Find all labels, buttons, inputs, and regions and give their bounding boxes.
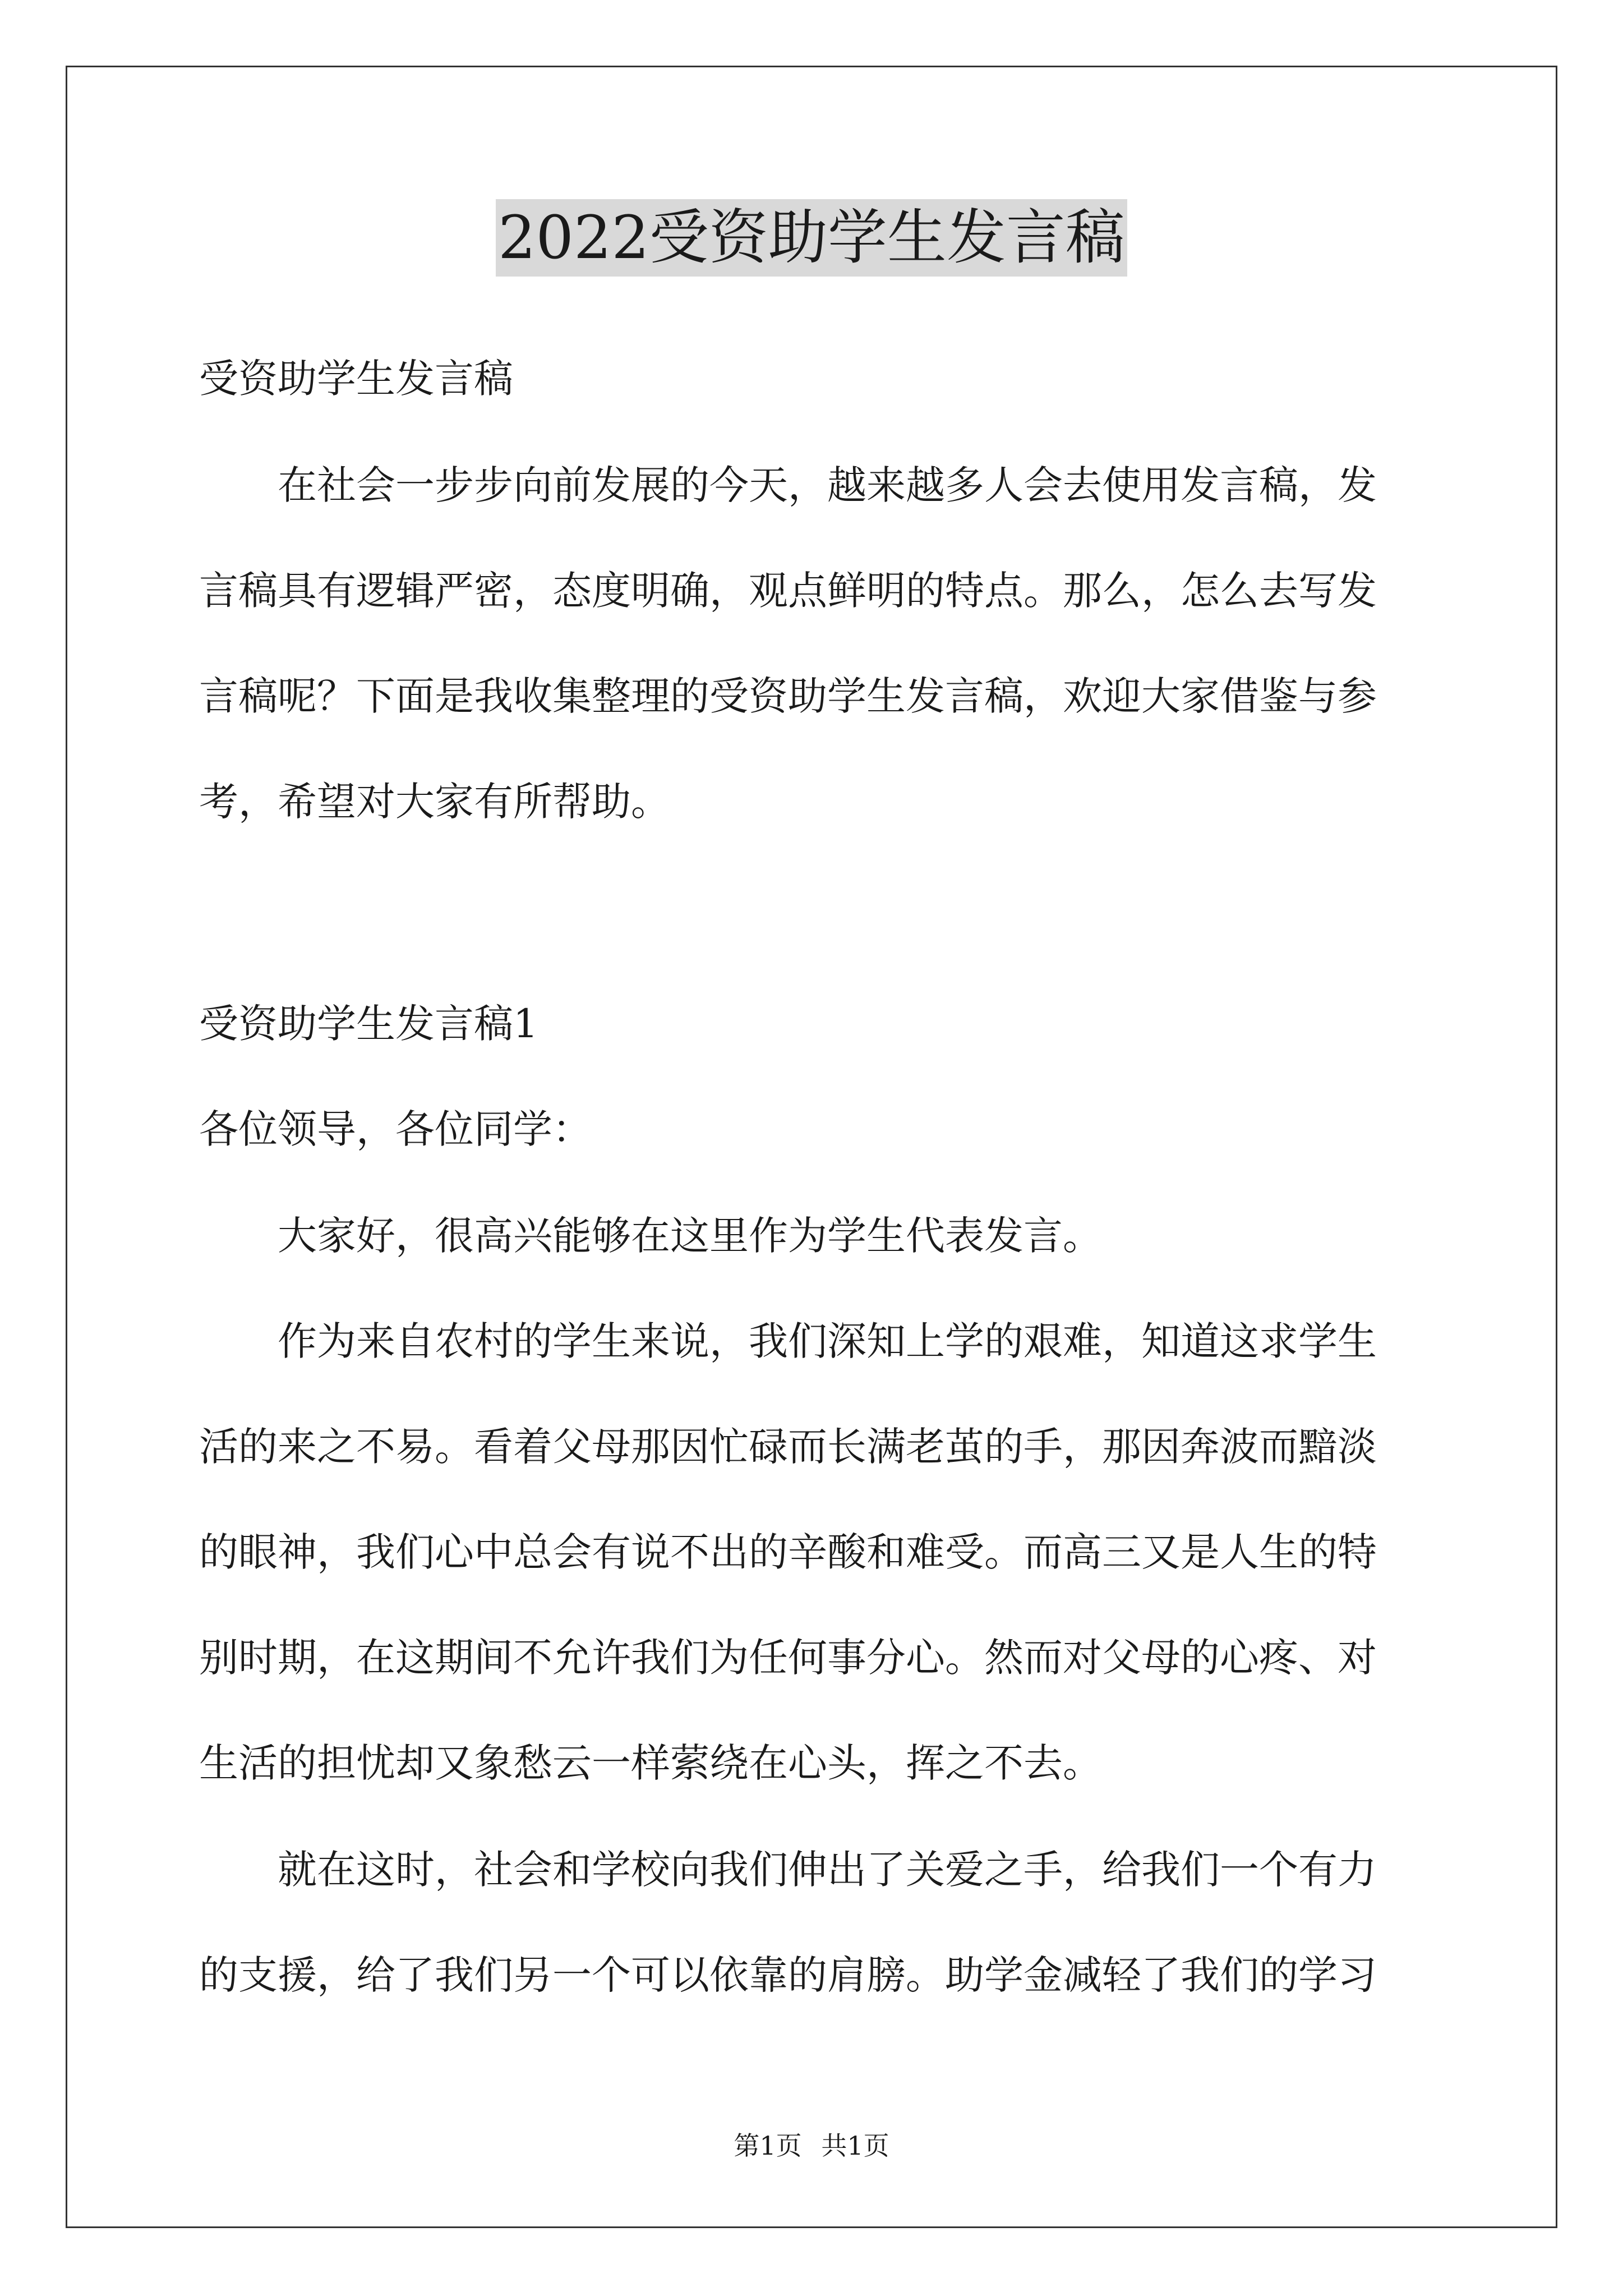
salutation-line: 各位领导，各位同学： [199, 1106, 592, 1152]
paragraph-line: 言稿具有逻辑严密，态度明确，观点鲜明的特点。那么，怎么去写发 [199, 568, 1377, 614]
page-footer [0, 2132, 1623, 2160]
paragraph-line: 考，希望对大家有所帮助。 [199, 779, 670, 825]
document-title: 2022受资助学生发言稿 [496, 199, 1127, 277]
paragraph-line: 别时期，在这期间不允许我们为任何事分心。然而对父母的心疼、对 [199, 1635, 1377, 1681]
paragraph-line: 活的来之不易。看着父母那因忙碌而长满老茧的手，那因奔波而黯淡 [199, 1424, 1377, 1470]
title-wrap [0, 199, 1623, 277]
paragraph-line: 大家好，很高兴能够在这里作为学生代表发言。 [199, 1213, 1102, 1259]
paragraph-line: 就在这时，社会和学校向我们伸出了关爱之手，给我们一个有力 [199, 1847, 1377, 1893]
paragraph-line: 在社会一步步向前发展的今天，越来越多人会去使用发言稿，发 [199, 462, 1377, 508]
page-number: 第1页 [734, 2131, 802, 2161]
paragraph-line: 作为来自农村的学生来说，我们深知上学的艰难，知道这求学生 [199, 1318, 1377, 1364]
paragraph-line: 生活的担忧却又象愁云一样萦绕在心头，挥之不去。 [199, 1740, 1102, 1786]
page-total: 共1页 [821, 2131, 889, 2161]
paragraph-line: 言稿呢？下面是我收集整理的受资助学生发言稿，欢迎大家借鉴与参 [199, 673, 1377, 719]
section-heading: 受资助学生发言稿1 [199, 1001, 538, 1047]
paragraph-line: 的支援，给了我们另一个可以依靠的肩膀。助学金减轻了我们的学习 [199, 1952, 1377, 1998]
heading-line: 受资助学生发言稿 [199, 356, 513, 402]
paragraph-line: 的眼神，我们心中总会有说不出的辛酸和难受。而高三又是人生的特 [199, 1529, 1377, 1575]
